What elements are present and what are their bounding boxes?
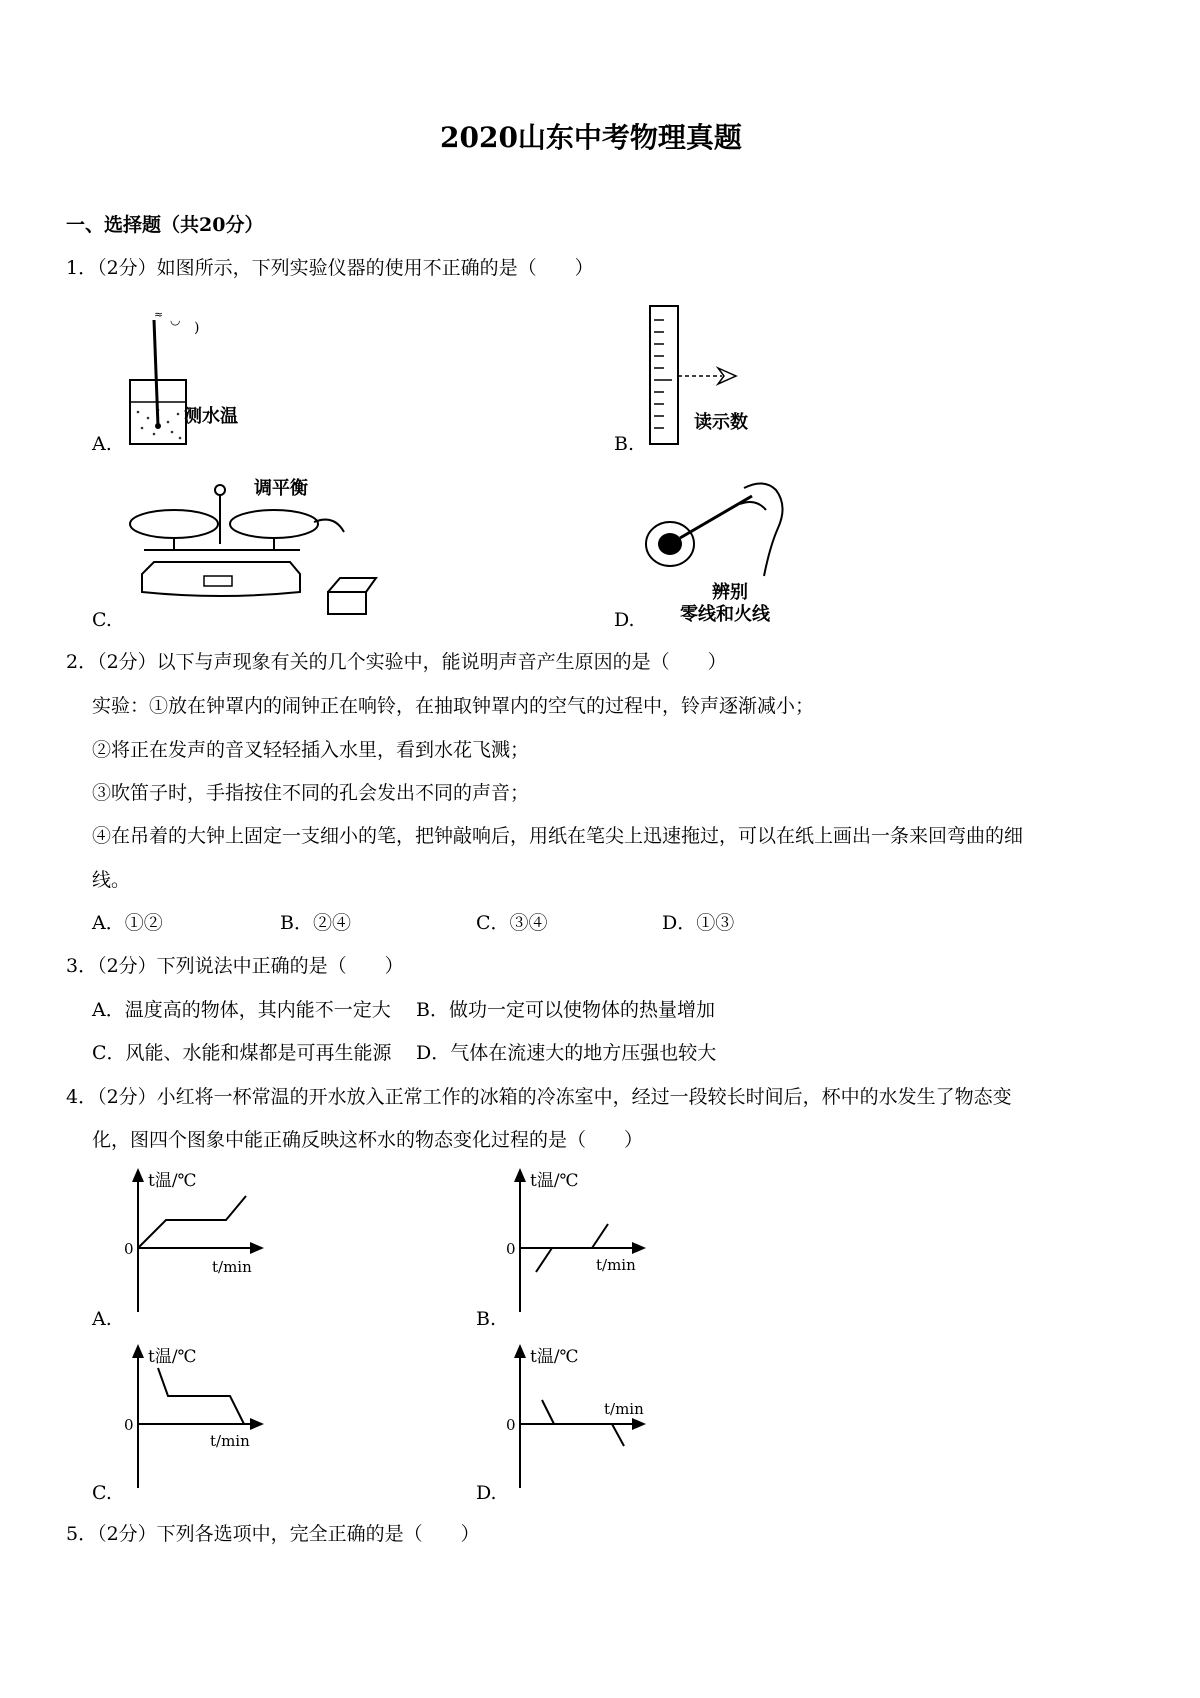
graph-4b-letter: B.	[476, 1308, 497, 1330]
question-2-line-3: ③吹笛子时，手指按住不同的孔会发出不同的声音；	[92, 782, 530, 804]
graph-4d-letter: D.	[476, 1482, 497, 1504]
graph-4a-letter: A.	[92, 1308, 112, 1330]
figure-1c-caption: 调平衡	[254, 478, 308, 499]
question-3-stem: 3．（2分）下列说法中正确的是（ ）	[66, 955, 404, 977]
question-4-stem-line1: 4．（2分）小红将一杯常温的开水放入正常工作的冰箱的冷冻室中，经过一段较长时间后，杯中的水发生了物态变	[66, 1086, 1012, 1108]
question-2-line-2: ②将正在发声的音叉轻轻插入水里，看到水花飞溅；	[92, 739, 530, 761]
question-1-stem: 1．（2分）如图所示，下列实验仪器的使用不正确的是（ ）	[66, 257, 594, 279]
question-3-option-a: A．温度高的物体，其内能不一定大	[92, 999, 391, 1021]
graph-4a-x-label: t/min	[212, 1258, 252, 1276]
svg-text:≈: ≈	[154, 308, 164, 321]
figure-1a-thermometer	[124, 302, 244, 452]
figure-1a-caption: 测水温	[184, 406, 238, 427]
graph-4a-origin: 0	[124, 1240, 134, 1258]
question-2-line-1: 实验：①放在钟罩内的闹钟正在响铃，在抽取钟罩内的空气的过程中，铃声逐渐减小；	[92, 695, 815, 717]
graph-4c-letter: C.	[92, 1482, 112, 1504]
figure-1b-caption: 读示数	[694, 412, 748, 433]
question-5-stem: 5．（2分）下列各选项中，完全正确的是（ ）	[66, 1523, 480, 1545]
figure-1a-letter: A.	[92, 433, 112, 455]
graph-4a	[114, 1166, 284, 1316]
graph-4a-y-label: t温/℃	[148, 1171, 197, 1191]
graph-4c-x-label: t/min	[210, 1432, 250, 1450]
graph-4d-x-label: t/min	[604, 1400, 644, 1418]
page-title: 2020山东中考物理真题	[440, 121, 742, 154]
svg-text:◡: ◡	[170, 313, 181, 327]
graph-4b-y-label: t温/℃	[530, 1171, 579, 1191]
svg-text:): )	[194, 320, 200, 336]
question-2-stem: 2．（2分）以下与声现象有关的几个实验中，能说明声音产生原因的是（ ）	[66, 651, 727, 673]
figure-1d-letter: D.	[614, 609, 635, 631]
question-2-option-d: D．①③	[662, 912, 735, 934]
graph-4d-y-label: t温/℃	[530, 1347, 579, 1367]
graph-4c-y-label: t温/℃	[148, 1347, 197, 1367]
figure-1d-caption-line2: 零线和火线	[680, 604, 770, 625]
question-3-option-c: C．风能、水能和煤都是可再生能源	[92, 1042, 392, 1064]
graph-4b-x-label: t/min	[596, 1256, 636, 1274]
graph-4c-origin: 0	[124, 1416, 134, 1434]
question-4-stem-line2: 化，图四个图象中能正确反映这杯水的物态变化过程的是（ ）	[92, 1129, 644, 1151]
question-2-line-4: ④在吊着的大钟上固定一支细小的笔，把钟敲响后，用纸在笔尖上迅速拖过，可以在纸上画出一条来回弯曲的细	[92, 825, 1024, 847]
figure-1d-caption-line1: 辨别	[712, 582, 748, 603]
graph-4d-origin: 0	[506, 1416, 516, 1434]
figure-1b-letter: B.	[614, 433, 635, 455]
question-2-option-a: A．①②	[92, 912, 163, 934]
graph-4b	[496, 1166, 666, 1316]
question-2-option-c: C．③④	[476, 912, 548, 934]
question-3-option-b: B．做功一定可以使物体的热量增加	[416, 999, 715, 1021]
graph-4c	[114, 1342, 284, 1492]
figure-1d-test-pencil	[640, 476, 800, 586]
graph-4b-origin: 0	[506, 1240, 516, 1258]
question-2-line-5: 线。	[92, 869, 131, 891]
question-3-option-d: D．气体在流速大的地方压强也较大	[416, 1042, 717, 1064]
question-2-option-b: B．②④	[280, 912, 351, 934]
graph-4d	[496, 1342, 666, 1492]
section-heading: 一、选择题（共20分）	[66, 214, 264, 236]
figure-1c-letter: C.	[92, 609, 112, 631]
